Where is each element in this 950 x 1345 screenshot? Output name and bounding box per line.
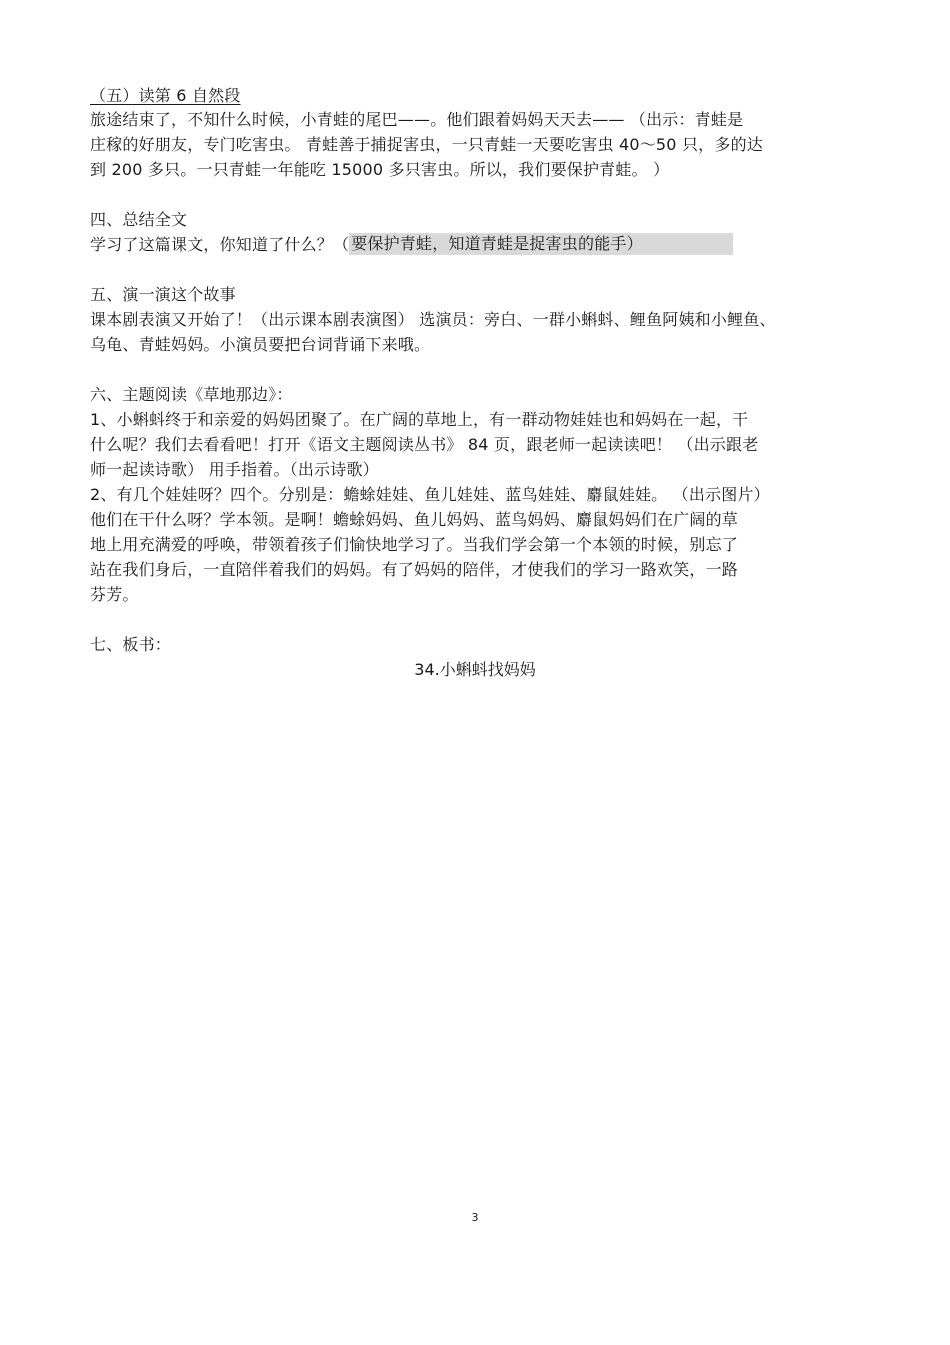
section-4-question: 学习了这篇课文，你知道了什么？（: [90, 235, 350, 254]
section-5-line-2: 庄稼的好朋友，专门吃害虫。 青蛙善于捕捉害虫，一只青蛙一天要吃害虫 40～50 只，多的达: [90, 135, 763, 154]
section-6-line-5: 他们在干什么呀？学本领。是啊！蟾蜍妈妈、鱼儿妈妈、蓝鸟妈妈、麝鼠妈妈们在广阔的草: [90, 510, 739, 529]
section-5b-line-2: 乌龟、青蛙妈妈。小演员要把台词背诵下来哦。: [90, 335, 431, 354]
section-4-heading: 四、总结全文: [90, 210, 188, 229]
section-6-line-4: 2、有几个娃娃呀？四个。分别是：蟾蜍娃娃、鱼儿娃娃、蓝鸟娃娃、麝鼠娃娃。 （出示图片）: [90, 485, 770, 504]
section-6-line-8: 芬芳。: [90, 585, 139, 604]
section-6-line-1: 1、小蝌蚪终于和亲爱的妈妈团聚了。在广阔的草地上，有一群动物娃娃也和妈妈在一起，干: [90, 410, 749, 429]
section-6-heading: 六、主题阅读《草地那边》：: [90, 385, 293, 404]
section-6-line-2: 什么呢？我们去看看吧！打开《语文主题阅读丛书》 84 页，跟老师一起读读吧！ （出示跟老: [90, 435, 759, 454]
section-5b-heading: 五、演一演这个故事: [90, 285, 236, 304]
section-6-line-7: 站在我们身后，一直陪伴着我们的妈妈。有了妈妈的陪伴，才使我们的学习一路欢笑，一路: [90, 560, 739, 579]
section-5-line-1: 旅途结束了，不知什么时候，小青蛙的尾巴——。他们跟着妈妈天天去—— （出示：青蛙是: [90, 110, 744, 129]
page-number: 3: [471, 1211, 479, 1224]
section-4-body: [90, 233, 733, 257]
section-6-line-6: 地上用充满爱的呼唤，带领着孩子们愉快地学习了。当我们学会第一个本领的时候，别忘了: [90, 535, 739, 554]
section-5-heading: （五）读第 6 自然段: [90, 86, 241, 105]
section-4-answer-highlight: 要保护青蛙，知道青蛙是捉害虫的能手）: [349, 233, 733, 255]
section-5-line-3: 到 200 多只。一只青蛙一年能吃 15000 多只害虫。所以，我们要保护青蛙。 ）: [90, 160, 670, 179]
section-5b-line-1: 课本剧表演又开始了！（出示课本剧表演图） 选演员：旁白、一群小蝌蚪、鲤鱼阿姨和小鲤鱼、: [90, 310, 776, 329]
section-6-line-3: 师一起读诗歌） 用手指着。（出示诗歌）: [90, 460, 379, 479]
board-title: 34.小蝌蚪找妈妈: [414, 660, 536, 679]
section-7-heading: 七、板书：: [90, 635, 172, 654]
